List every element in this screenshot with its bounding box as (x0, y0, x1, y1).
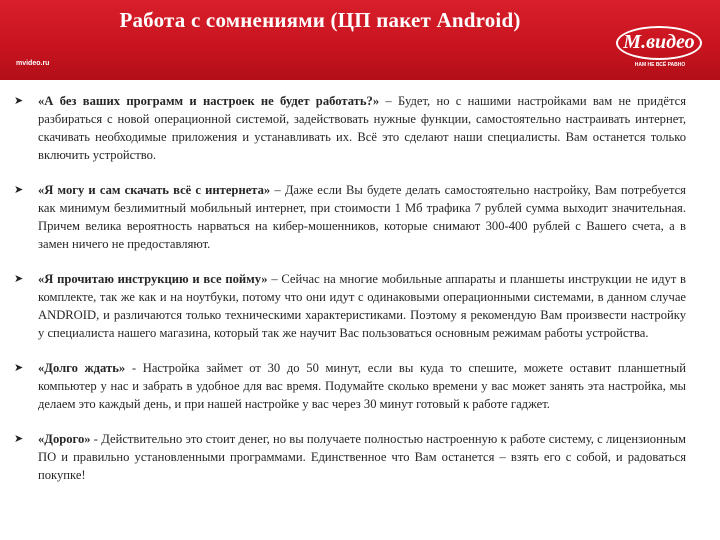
list-item-body: - Настройка займет от 30 до 50 минут, если вы куда то спешите, можете оставит планшетный компьютер у нас и забрать в удобное для вас время. Подумайте сколько времени у вас может занять эта настройка, мы делаем это каждый день, и при нашей настройке у вас через 30 минут готовый к работе гаджет. (38, 361, 687, 411)
list-item-body: – Даже если Вы будете делать самостоятельно настройку, Вам потребуется как минимум безлимитный мобильный интернет, при стоимости 1 Мб трафика 7 рублей сумма выходит значительная. Причем велика вероятность нарваться на кибер-мошенников, которые снимают 300-400 рублей с Вашего счета, а в замен ничего не предоставляют. (38, 183, 686, 251)
arrow-bullet-icon: ➤ (14, 362, 24, 374)
list-item-text (38, 270, 686, 342)
list-item (0, 430, 720, 484)
list-item (0, 270, 720, 342)
logo-tagline: НАМ НЕ ВСЁ РАВНО (634, 62, 686, 68)
logo-text: М.видео (623, 31, 695, 53)
list-item (0, 359, 720, 413)
arrow-bullet-icon: ➤ (14, 433, 24, 445)
list-item-body: – Сейчас на многие мобильные аппараты и планшеты инструкции не идут в комплекте, так же как и на ноутбуки, потому что они идут с одинаковыми операционными системами, в данном случае ANDROID, и различаются только техническими характеристиками. Поэтому я рекомендую Вам произвести настройку у специалиста нашего магазина, который так же научит Вас пользоваться основным режимам работы устройства. (38, 272, 686, 340)
list-item-text (38, 92, 686, 164)
list-item-lead: «Дорого» (38, 432, 91, 446)
list-item (0, 181, 720, 253)
arrow-bullet-icon: ➤ (14, 184, 24, 196)
list-item-lead: «Долго ждать» (38, 361, 126, 375)
list-item-text (38, 181, 686, 253)
slide-title: Работа с сомнениями (ЦП пакет Android) (119, 8, 521, 32)
mvideo-logo (612, 22, 708, 74)
arrow-bullet-icon: ➤ (14, 273, 24, 285)
list-item-body: - Действительно это стоит денег, но вы получаете полностью настроенную к работе систему, с лицензионным ПО и правильно установленными программами. Единственное что Вам останется – взять его с собой, и радоваться покупке! (38, 432, 686, 482)
site-url: mvideo.ru (16, 60, 50, 67)
list-item-text (38, 430, 686, 484)
list-item-text (38, 359, 686, 413)
list-item-lead: «А без ваших программ и настроек не будет работать?» (38, 94, 380, 108)
list-item-lead: «Я прочитаю инструкцию и все пойму» (38, 272, 268, 286)
list-item-body: – Будет, но с нашими настройками вам не придётся разбираться с новой операционной системой, задействовать нужные функции, самостоятельно настраивать интернет, скачивать необходимые приложения и устанавливать их. Всё это сделают наши специалисты. Вам останется только включить устройство. (38, 94, 686, 162)
objection-list (0, 92, 720, 501)
list-item (0, 92, 720, 164)
header-bar (0, 0, 720, 80)
list-item-lead: «Я могу и сам скачать всё с интернета» (38, 183, 271, 197)
arrow-bullet-icon: ➤ (14, 95, 24, 107)
